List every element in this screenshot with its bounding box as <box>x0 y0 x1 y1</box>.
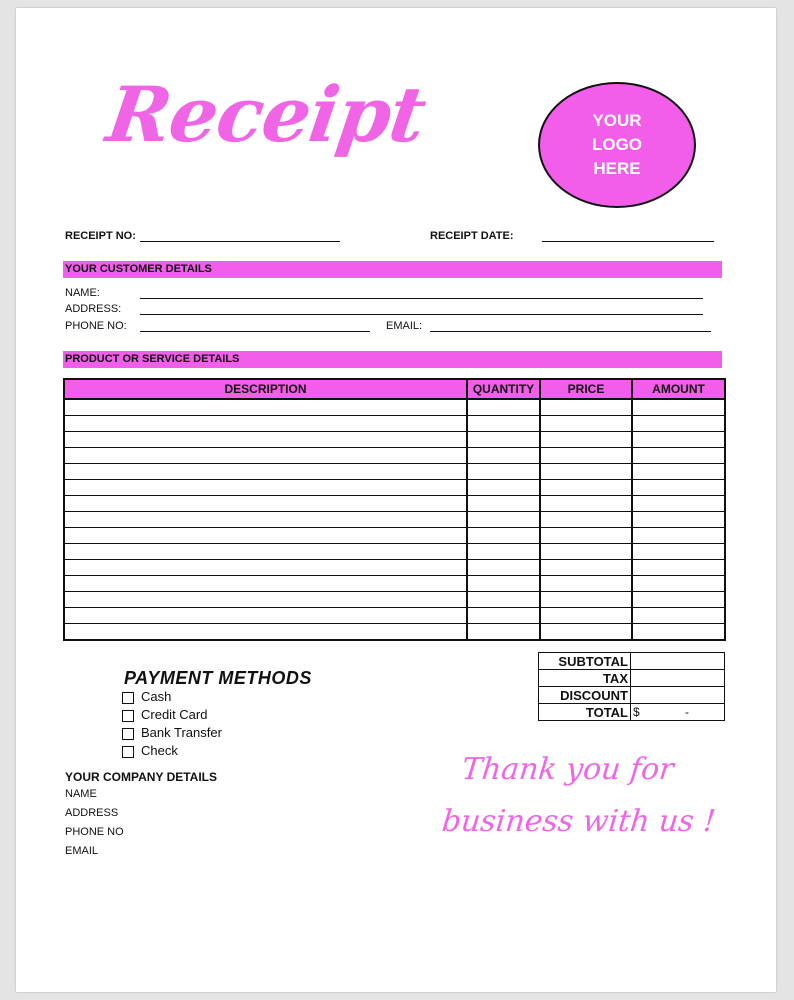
product-row <box>64 416 725 432</box>
product-row <box>64 608 725 624</box>
product-row <box>64 576 725 592</box>
product-cell-price[interactable] <box>540 464 632 480</box>
customer-email-label: EMAIL: <box>386 320 423 332</box>
product-cell-description[interactable] <box>64 592 467 608</box>
product-cell-amount[interactable] <box>632 544 725 560</box>
product-row <box>64 496 725 512</box>
company-name-label: NAME <box>65 788 97 800</box>
total-currency: $ <box>633 705 640 719</box>
product-cell-amount[interactable] <box>632 624 725 641</box>
customer-address-label: ADDRESS: <box>65 303 122 315</box>
product-cell-quantity[interactable] <box>467 448 540 464</box>
tax-value[interactable] <box>631 670 725 687</box>
product-row <box>64 624 725 641</box>
product-cell-amount[interactable] <box>632 608 725 624</box>
product-row <box>64 399 725 416</box>
product-cell-amount[interactable] <box>632 399 725 416</box>
product-cell-price[interactable] <box>540 512 632 528</box>
product-cell-quantity[interactable] <box>467 399 540 416</box>
product-cell-description[interactable] <box>64 576 467 592</box>
total-label: TOTAL <box>539 704 631 721</box>
product-details-header: PRODUCT OR SERVICE DETAILS <box>63 351 722 368</box>
product-cell-price[interactable] <box>540 480 632 496</box>
payment-option-label: Cash <box>141 689 172 704</box>
product-cell-price[interactable] <box>540 576 632 592</box>
product-cell-amount[interactable] <box>632 448 725 464</box>
discount-value[interactable] <box>631 687 725 704</box>
product-cell-description[interactable] <box>64 416 467 432</box>
thank-you-line-1: Thank you for <box>460 752 676 787</box>
total-value[interactable] <box>631 704 725 721</box>
payment-option-bank-transfer[interactable] <box>122 725 222 740</box>
product-cell-price[interactable] <box>540 432 632 448</box>
column-header-price: PRICE <box>540 379 632 399</box>
total-amount: - <box>685 705 690 719</box>
product-cell-quantity[interactable] <box>467 608 540 624</box>
product-row <box>64 432 725 448</box>
product-cell-quantity[interactable] <box>467 432 540 448</box>
payment-option-label: Credit Card <box>141 707 208 722</box>
product-cell-description[interactable] <box>64 464 467 480</box>
tax-label: TAX <box>539 670 631 687</box>
product-row <box>64 560 725 576</box>
checkbox-credit-card[interactable] <box>122 710 134 722</box>
product-cell-price[interactable] <box>540 399 632 416</box>
product-cell-quantity[interactable] <box>467 512 540 528</box>
subtotal-row <box>539 653 725 670</box>
company-address-label: ADDRESS <box>65 807 119 819</box>
receipt-page <box>16 8 776 992</box>
product-row <box>64 592 725 608</box>
product-cell-amount[interactable] <box>632 576 725 592</box>
product-table <box>63 378 726 641</box>
product-cell-amount[interactable] <box>632 416 725 432</box>
product-cell-price[interactable] <box>540 624 632 641</box>
subtotal-value[interactable] <box>631 653 725 670</box>
thank-you-line-2: business with us ! <box>440 804 718 839</box>
product-cell-amount[interactable] <box>632 560 725 576</box>
product-cell-amount[interactable] <box>632 512 725 528</box>
discount-row <box>539 687 725 704</box>
customer-email-field[interactable] <box>430 320 711 332</box>
product-cell-quantity[interactable] <box>467 544 540 560</box>
product-cell-amount[interactable] <box>632 464 725 480</box>
customer-details-header: YOUR CUSTOMER DETAILS <box>63 261 722 278</box>
product-cell-description[interactable] <box>64 399 467 416</box>
customer-address-field[interactable] <box>140 303 703 315</box>
product-cell-price[interactable] <box>540 448 632 464</box>
payment-option-cash[interactable] <box>122 689 171 704</box>
product-cell-description[interactable] <box>64 496 467 512</box>
product-cell-amount[interactable] <box>632 528 725 544</box>
column-header-amount: AMOUNT <box>632 379 725 399</box>
receipt-no-label: RECEIPT NO: <box>65 230 136 242</box>
receipt-title: Receipt <box>101 70 431 159</box>
logo-placeholder <box>538 82 696 208</box>
product-cell-price[interactable] <box>540 560 632 576</box>
company-phone-label: PHONE NO <box>65 826 124 838</box>
product-row <box>64 512 725 528</box>
checkbox-bank-transfer[interactable] <box>122 728 134 740</box>
discount-label: DISCOUNT <box>539 687 631 704</box>
product-cell-amount[interactable] <box>632 592 725 608</box>
product-cell-description[interactable] <box>64 528 467 544</box>
product-cell-amount[interactable] <box>632 496 725 512</box>
payment-option-label: Bank Transfer <box>141 725 222 740</box>
logo-text: YOUR LOGO HERE <box>591 111 643 178</box>
receipt-no-field[interactable] <box>140 230 340 242</box>
checkbox-check[interactable] <box>122 746 134 758</box>
receipt-date-field[interactable] <box>542 230 714 242</box>
payment-option-label: Check <box>141 743 178 758</box>
product-cell-price[interactable] <box>540 496 632 512</box>
product-row <box>64 528 725 544</box>
product-cell-description[interactable] <box>64 432 467 448</box>
product-cell-description[interactable] <box>64 608 467 624</box>
product-cell-description[interactable] <box>64 448 467 464</box>
product-cell-price[interactable] <box>540 528 632 544</box>
product-table-header-row <box>64 379 725 399</box>
product-cell-price[interactable] <box>540 416 632 432</box>
total-row <box>539 704 725 721</box>
payment-option-check[interactable] <box>122 743 178 758</box>
product-cell-description[interactable] <box>64 624 467 641</box>
customer-name-field[interactable] <box>140 287 703 299</box>
product-row <box>64 464 725 480</box>
column-header-description: DESCRIPTION <box>64 379 467 399</box>
company-email-label: EMAIL <box>65 845 99 857</box>
product-cell-price[interactable] <box>540 544 632 560</box>
product-cell-quantity[interactable] <box>467 416 540 432</box>
product-cell-quantity[interactable] <box>467 624 540 641</box>
column-header-quantity: QUANTITY <box>467 379 540 399</box>
totals-table <box>538 652 725 721</box>
product-cell-quantity[interactable] <box>467 560 540 576</box>
product-cell-amount[interactable] <box>632 480 725 496</box>
product-cell-description[interactable] <box>64 560 467 576</box>
tax-row <box>539 670 725 687</box>
product-cell-quantity[interactable] <box>467 480 540 496</box>
product-row <box>64 480 725 496</box>
product-cell-quantity[interactable] <box>467 576 540 592</box>
payment-methods-title: PAYMENT METHODS <box>124 668 312 688</box>
company-details-title: YOUR COMPANY DETAILS <box>65 770 218 784</box>
product-cell-quantity[interactable] <box>467 528 540 544</box>
product-row <box>64 448 725 464</box>
product-cell-description[interactable] <box>64 512 467 528</box>
customer-phone-label: PHONE NO: <box>65 320 127 332</box>
customer-name-label: NAME: <box>65 287 100 299</box>
customer-phone-field[interactable] <box>140 320 370 332</box>
product-cell-price[interactable] <box>540 608 632 624</box>
product-row <box>64 544 725 560</box>
checkbox-cash[interactable] <box>122 692 134 704</box>
product-cell-description[interactable] <box>64 480 467 496</box>
product-cell-quantity[interactable] <box>467 464 540 480</box>
product-cell-amount[interactable] <box>632 432 725 448</box>
payment-option-credit-card[interactable] <box>122 707 207 722</box>
product-cell-price[interactable] <box>540 592 632 608</box>
product-cell-quantity[interactable] <box>467 496 540 512</box>
subtotal-label: SUBTOTAL <box>539 653 631 670</box>
product-cell-description[interactable] <box>64 544 467 560</box>
product-cell-quantity[interactable] <box>467 592 540 608</box>
receipt-date-label: RECEIPT DATE: <box>430 230 514 242</box>
